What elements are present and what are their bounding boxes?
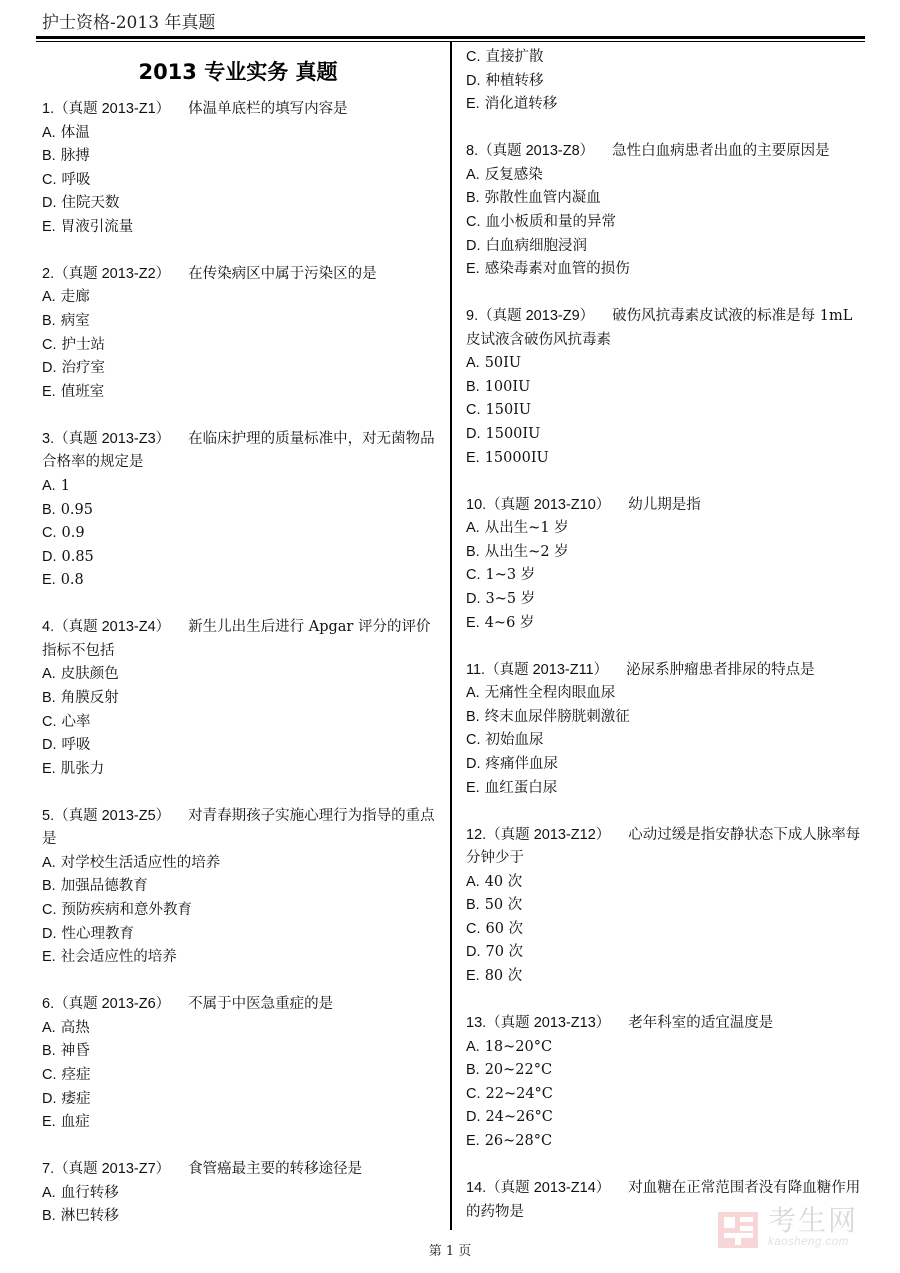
option-letter: B. <box>42 1043 56 1060</box>
option-item <box>466 541 861 565</box>
option-letter: A. <box>42 477 56 494</box>
question-source-tag: （真题 2013-Z5） <box>54 807 171 824</box>
option-letter: A. <box>42 1184 56 1201</box>
option-item <box>466 1130 861 1154</box>
option-letter: B. <box>466 897 480 914</box>
question-stem <box>466 305 861 352</box>
option-text: 走廊 <box>60 289 90 306</box>
option-letter: A. <box>466 520 480 537</box>
question-block <box>42 993 437 1134</box>
question-stem <box>42 428 437 475</box>
option-letter: C. <box>466 402 481 419</box>
option-text: 痉症 <box>61 1067 91 1084</box>
option-text: 3~5 岁 <box>485 591 536 607</box>
option-item <box>42 711 437 735</box>
question-source-tag: （真题 2013-Z4） <box>54 619 171 636</box>
option-item <box>42 286 437 310</box>
option-text: 100IU <box>484 378 531 395</box>
option-text: 消化道转移 <box>484 96 558 113</box>
option-letter: E. <box>466 1133 480 1149</box>
option-text: 血行转移 <box>60 1184 119 1201</box>
option-letter: A. <box>466 1038 480 1055</box>
option-text: 感染毒素对血管的损伤 <box>484 261 630 278</box>
option-letter: D. <box>42 925 57 942</box>
option-item <box>466 211 861 235</box>
question-text: 幼儿期是指 <box>628 496 701 513</box>
option-list <box>466 517 861 635</box>
question-text: 在传染病区中属于污染区的是 <box>188 265 377 282</box>
question-stem <box>42 616 437 663</box>
option-text: 26~28°C <box>484 1133 553 1149</box>
question-text: 不属于中医急重症的是 <box>188 996 334 1013</box>
option-text: 18~20°C <box>484 1038 553 1055</box>
question-text: 新生儿出生后进行 Apgar 评分的评价指标不包括 <box>42 619 431 659</box>
option-text: 血症 <box>60 1114 90 1131</box>
option-letter: C. <box>42 713 57 730</box>
option-item <box>466 706 861 730</box>
option-letter: C. <box>466 732 481 749</box>
question-block <box>466 140 861 281</box>
option-text: 值班室 <box>60 383 105 400</box>
question-block <box>466 824 861 989</box>
question-source-tag: （真题 2013-Z11） <box>485 661 609 678</box>
option-list <box>42 663 437 781</box>
option-text: 胃液引流量 <box>60 218 134 235</box>
option-letter: C. <box>466 1085 481 1102</box>
option-letter: D. <box>466 1109 481 1126</box>
option-item <box>42 946 437 970</box>
option-letter: D. <box>42 548 57 565</box>
option-letter: B. <box>42 878 56 895</box>
question-text: 泌尿系肿瘤患者排尿的特点是 <box>626 661 815 678</box>
option-text: 弥散性血管内凝血 <box>484 190 601 207</box>
header-rule-thick <box>36 36 865 39</box>
watermark-url: kaosheng.com <box>768 1236 849 1248</box>
option-item <box>42 546 437 570</box>
option-item <box>466 588 861 612</box>
question-number: 12. <box>466 826 487 843</box>
option-text: 50 次 <box>484 897 523 914</box>
question-text: 对青春期孩子实施心理行为指导的重点是 <box>42 807 435 848</box>
question-text: 心动过缓是指安静状态下成人脉率每分钟少于 <box>466 826 861 867</box>
question-source-tag: （真题 2013-Z14） <box>486 1180 611 1197</box>
question-stem <box>42 1158 437 1182</box>
option-letter: C. <box>42 525 57 542</box>
question-text: 体温单底栏的填写内容是 <box>188 101 348 117</box>
option-item <box>466 941 861 965</box>
option-list <box>466 164 861 282</box>
option-letter: B. <box>42 313 56 330</box>
option-item <box>42 1040 437 1064</box>
question-block <box>466 305 861 470</box>
option-text: 15000IU <box>484 449 549 466</box>
question-text: 对血糖在正常范围者没有降血糖作用的药物是 <box>466 1180 861 1220</box>
option-text: 住院天数 <box>61 195 120 212</box>
page-footer: 第 1 页 <box>428 1244 472 1259</box>
option-text: 0.85 <box>61 548 94 565</box>
question-text: 在临床护理的质量标准中，对无菌物品合格率的规定是 <box>42 430 435 471</box>
option-letter: D. <box>466 944 481 961</box>
option-item <box>466 1106 861 1130</box>
question-source-tag: （真题 2013-Z6） <box>54 996 171 1013</box>
option-letter: D. <box>42 195 57 212</box>
option-text: 痿症 <box>61 1090 91 1107</box>
option-item <box>42 1111 437 1135</box>
question-number: 10. <box>466 496 487 513</box>
option-item <box>466 1059 861 1083</box>
question-text: 老年科室的适宜温度是 <box>628 1015 774 1032</box>
option-item <box>466 258 861 282</box>
question-number: 7. <box>42 1161 55 1178</box>
option-letter: B. <box>466 708 480 725</box>
question-number: 4. <box>42 619 55 636</box>
option-letter: D. <box>466 426 481 443</box>
question-block <box>42 428 437 593</box>
question-stem <box>466 494 861 518</box>
option-text: 20~22°C <box>484 1062 553 1079</box>
option-text: 150IU <box>485 402 532 419</box>
option-text: 50IU <box>484 355 522 372</box>
option-letter: A. <box>466 873 480 890</box>
option-letter: A. <box>42 289 56 306</box>
option-text: 肌张力 <box>60 760 105 777</box>
option-item <box>42 875 437 899</box>
question-stem <box>42 993 437 1017</box>
question-block <box>466 1012 861 1153</box>
option-item <box>42 1017 437 1041</box>
option-item <box>42 310 437 334</box>
question-source-tag: （真题 2013-Z12） <box>486 826 611 843</box>
option-list <box>42 852 437 970</box>
question-text: 破伤风抗毒素皮试液的标准是每 1mL 皮试液含破伤风抗毒素 <box>466 308 853 348</box>
question-stem <box>42 805 437 852</box>
option-list <box>42 1017 437 1135</box>
option-letter: D. <box>42 1090 57 1107</box>
option-text: 神昏 <box>60 1043 90 1060</box>
option-letter: E. <box>42 760 56 777</box>
question-number: 13. <box>466 1015 487 1032</box>
option-letter: D. <box>42 360 57 377</box>
option-item <box>466 753 861 777</box>
header-title: 护士资格-2013 年真题 <box>42 13 216 33</box>
option-item <box>466 164 861 188</box>
option-item <box>466 517 861 541</box>
option-letter: E. <box>466 968 480 985</box>
option-letter: E. <box>42 949 56 966</box>
option-text: 社会适应性的培养 <box>60 949 177 966</box>
option-text: 高热 <box>60 1019 90 1036</box>
option-item <box>42 758 437 782</box>
question-text: 食管癌最主要的转移途径是 <box>188 1161 363 1178</box>
option-text: 护士站 <box>61 336 105 353</box>
option-letter: B. <box>42 501 56 518</box>
option-item <box>466 376 861 400</box>
option-text: 60 次 <box>485 920 524 937</box>
option-letter: C. <box>466 213 481 230</box>
option-letter: C. <box>466 920 481 937</box>
option-letter: A. <box>42 666 56 683</box>
option-letter: C. <box>42 1067 57 1084</box>
question-7-continued-options <box>466 46 861 117</box>
question-stem <box>42 98 437 122</box>
left-column <box>42 98 437 1253</box>
option-letter: D. <box>466 755 481 772</box>
option-text: 角膜反射 <box>60 690 119 706</box>
question-source-tag: （真题 2013-Z13） <box>486 1015 611 1032</box>
option-text: 疼痛伴血尿 <box>485 755 558 772</box>
option-text: 0.95 <box>60 501 93 518</box>
option-letter: E. <box>466 449 480 466</box>
option-letter: B. <box>466 543 480 560</box>
option-text: 70 次 <box>485 944 524 961</box>
option-item <box>42 522 437 546</box>
option-text: 血小板质和量的异常 <box>485 213 616 230</box>
option-letter: E. <box>42 1114 56 1131</box>
option-text: 皮肤颜色 <box>60 666 119 683</box>
question-number: 9. <box>466 308 479 325</box>
option-item <box>466 871 861 895</box>
option-list <box>466 871 861 989</box>
question-number: 1. <box>42 101 55 117</box>
option-item <box>42 663 437 687</box>
question-number: 6. <box>42 996 55 1013</box>
column-divider <box>450 42 452 1230</box>
question-block <box>466 659 861 800</box>
option-item <box>42 1088 437 1112</box>
question-number: 3. <box>42 430 55 447</box>
option-text: 80 次 <box>484 968 523 985</box>
option-list <box>466 352 861 470</box>
option-item <box>466 894 861 918</box>
option-item <box>466 187 861 211</box>
option-letter: A. <box>466 685 480 702</box>
option-item <box>42 475 437 499</box>
option-item <box>466 399 861 423</box>
right-column <box>466 46 861 1248</box>
question-source-tag: （真题 2013-Z1） <box>54 101 171 117</box>
option-letter: E. <box>466 261 480 278</box>
option-item <box>42 169 437 193</box>
option-text: 呼吸 <box>61 171 91 188</box>
option-text: 呼吸 <box>61 737 91 754</box>
option-text: 40 次 <box>484 873 523 890</box>
option-item <box>42 923 437 947</box>
watermark <box>716 1206 886 1258</box>
option-letter: B. <box>466 1062 480 1079</box>
option-item <box>42 122 437 146</box>
option-letter: D. <box>466 237 481 254</box>
option-text: 对学校生活适应性的培养 <box>60 854 221 871</box>
option-text: 心率 <box>61 713 91 730</box>
option-item <box>466 1083 861 1107</box>
question-stem <box>42 263 437 287</box>
option-text: 体温 <box>60 124 90 141</box>
question-block <box>42 805 437 970</box>
option-text: 终末血尿伴膀胱刺激征 <box>484 708 630 725</box>
question-source-tag: （真题 2013-Z10） <box>486 496 611 513</box>
option-list <box>466 682 861 800</box>
option-item <box>466 93 861 117</box>
option-letter: E. <box>466 779 480 796</box>
option-letter: B. <box>466 378 480 395</box>
question-stem <box>466 1012 861 1036</box>
question-source-tag: （真题 2013-Z8） <box>478 143 595 160</box>
option-item <box>466 46 861 70</box>
option-item <box>42 569 437 593</box>
option-item <box>42 357 437 381</box>
option-text: 无痛性全程肉眼血尿 <box>484 685 616 702</box>
option-item <box>466 918 861 942</box>
option-item <box>42 687 437 711</box>
option-list <box>42 1182 437 1229</box>
question-block <box>466 494 861 635</box>
question-number: 11. <box>466 661 486 678</box>
option-item <box>42 1182 437 1206</box>
option-letter: B. <box>42 148 56 165</box>
question-stem <box>466 824 861 871</box>
watermark-brand: 考生网 <box>768 1204 859 1237</box>
option-text: 0.9 <box>61 525 85 542</box>
option-item <box>466 682 861 706</box>
option-item <box>466 423 861 447</box>
option-letter: E. <box>42 572 56 589</box>
option-text: 0.8 <box>60 572 84 589</box>
option-letter: A. <box>466 166 480 183</box>
option-letter: E. <box>42 383 56 400</box>
option-letter: A. <box>42 124 56 141</box>
option-list <box>42 286 437 404</box>
option-item <box>466 70 861 94</box>
option-item <box>466 352 861 376</box>
option-item <box>466 965 861 989</box>
kaosheng-logo-icon <box>716 1206 762 1252</box>
option-list <box>42 475 437 593</box>
option-item <box>42 192 437 216</box>
option-letter: D. <box>466 591 481 607</box>
option-item <box>466 235 861 259</box>
option-text: 反复感染 <box>484 166 543 183</box>
option-item <box>466 612 861 636</box>
option-item <box>42 145 437 169</box>
option-letter: E. <box>466 614 480 631</box>
option-letter: E. <box>466 96 480 113</box>
option-letter: B. <box>42 1208 56 1225</box>
right-questions <box>466 140 861 1224</box>
option-text: 病室 <box>60 313 90 330</box>
question-block <box>42 98 437 239</box>
option-item <box>42 852 437 876</box>
option-item <box>466 729 861 753</box>
option-letter: B. <box>466 190 480 207</box>
question-number: 8. <box>466 143 479 160</box>
option-list <box>42 122 437 240</box>
question-number: 14. <box>466 1180 487 1197</box>
option-item <box>466 564 861 588</box>
question-source-tag: （真题 2013-Z9） <box>478 308 595 325</box>
option-letter: A. <box>466 355 480 372</box>
option-item <box>42 734 437 758</box>
option-text: 初始血尿 <box>485 732 544 749</box>
option-text: 1 <box>60 477 70 494</box>
question-stem <box>466 659 861 683</box>
option-letter: A. <box>42 854 56 871</box>
question-source-tag: （真题 2013-Z7） <box>54 1161 171 1178</box>
option-text: 白血病细胞浸润 <box>485 237 587 254</box>
option-text: 治疗室 <box>61 360 105 377</box>
option-text: 血红蛋白尿 <box>484 779 558 796</box>
question-number: 2. <box>42 265 55 282</box>
option-text: 加强品德教育 <box>60 878 148 895</box>
question-number: 5. <box>42 807 55 824</box>
option-item <box>42 216 437 240</box>
option-item <box>42 334 437 358</box>
option-letter: B. <box>42 690 56 706</box>
option-letter: D. <box>466 72 481 89</box>
option-list <box>466 1036 861 1154</box>
option-letter: C. <box>42 336 57 353</box>
option-letter: C. <box>42 902 57 919</box>
question-source-tag: （真题 2013-Z3） <box>54 430 171 447</box>
option-text: 脉搏 <box>60 148 90 165</box>
option-item <box>42 499 437 523</box>
option-item <box>42 1205 437 1229</box>
option-letter: A. <box>42 1019 56 1036</box>
option-text: 22~24°C <box>485 1085 553 1102</box>
option-item <box>466 777 861 801</box>
option-text: 从出生~2 岁 <box>484 543 569 560</box>
document-title: 2013 专业实务 真题 <box>138 60 338 84</box>
option-text: 从出生~1 岁 <box>484 520 569 537</box>
option-text: 24~26°C <box>485 1109 553 1126</box>
option-letter: C. <box>466 49 481 65</box>
option-item <box>466 447 861 471</box>
option-letter: C. <box>466 567 481 584</box>
option-text: 直接扩散 <box>485 49 544 65</box>
option-letter: E. <box>42 218 56 235</box>
option-text: 1~3 岁 <box>485 567 536 584</box>
option-text: 淋巴转移 <box>60 1208 119 1225</box>
option-item <box>42 381 437 405</box>
question-stem <box>466 140 861 164</box>
option-text: 种植转移 <box>485 72 544 89</box>
option-item <box>466 1036 861 1060</box>
question-text: 急性白血病患者出血的主要原因是 <box>612 143 830 160</box>
question-block <box>42 1158 437 1229</box>
question-block <box>42 616 437 781</box>
question-source-tag: （真题 2013-Z2） <box>54 265 171 282</box>
option-letter: D. <box>42 737 57 754</box>
option-item <box>42 1064 437 1088</box>
option-text: 1500IU <box>485 426 541 443</box>
option-text: 预防疾病和意外教育 <box>61 902 192 919</box>
option-item <box>42 899 437 923</box>
option-letter: C. <box>42 171 57 188</box>
question-block <box>42 263 437 404</box>
option-text: 4~6 岁 <box>484 614 535 631</box>
option-text: 性心理教育 <box>61 925 134 942</box>
